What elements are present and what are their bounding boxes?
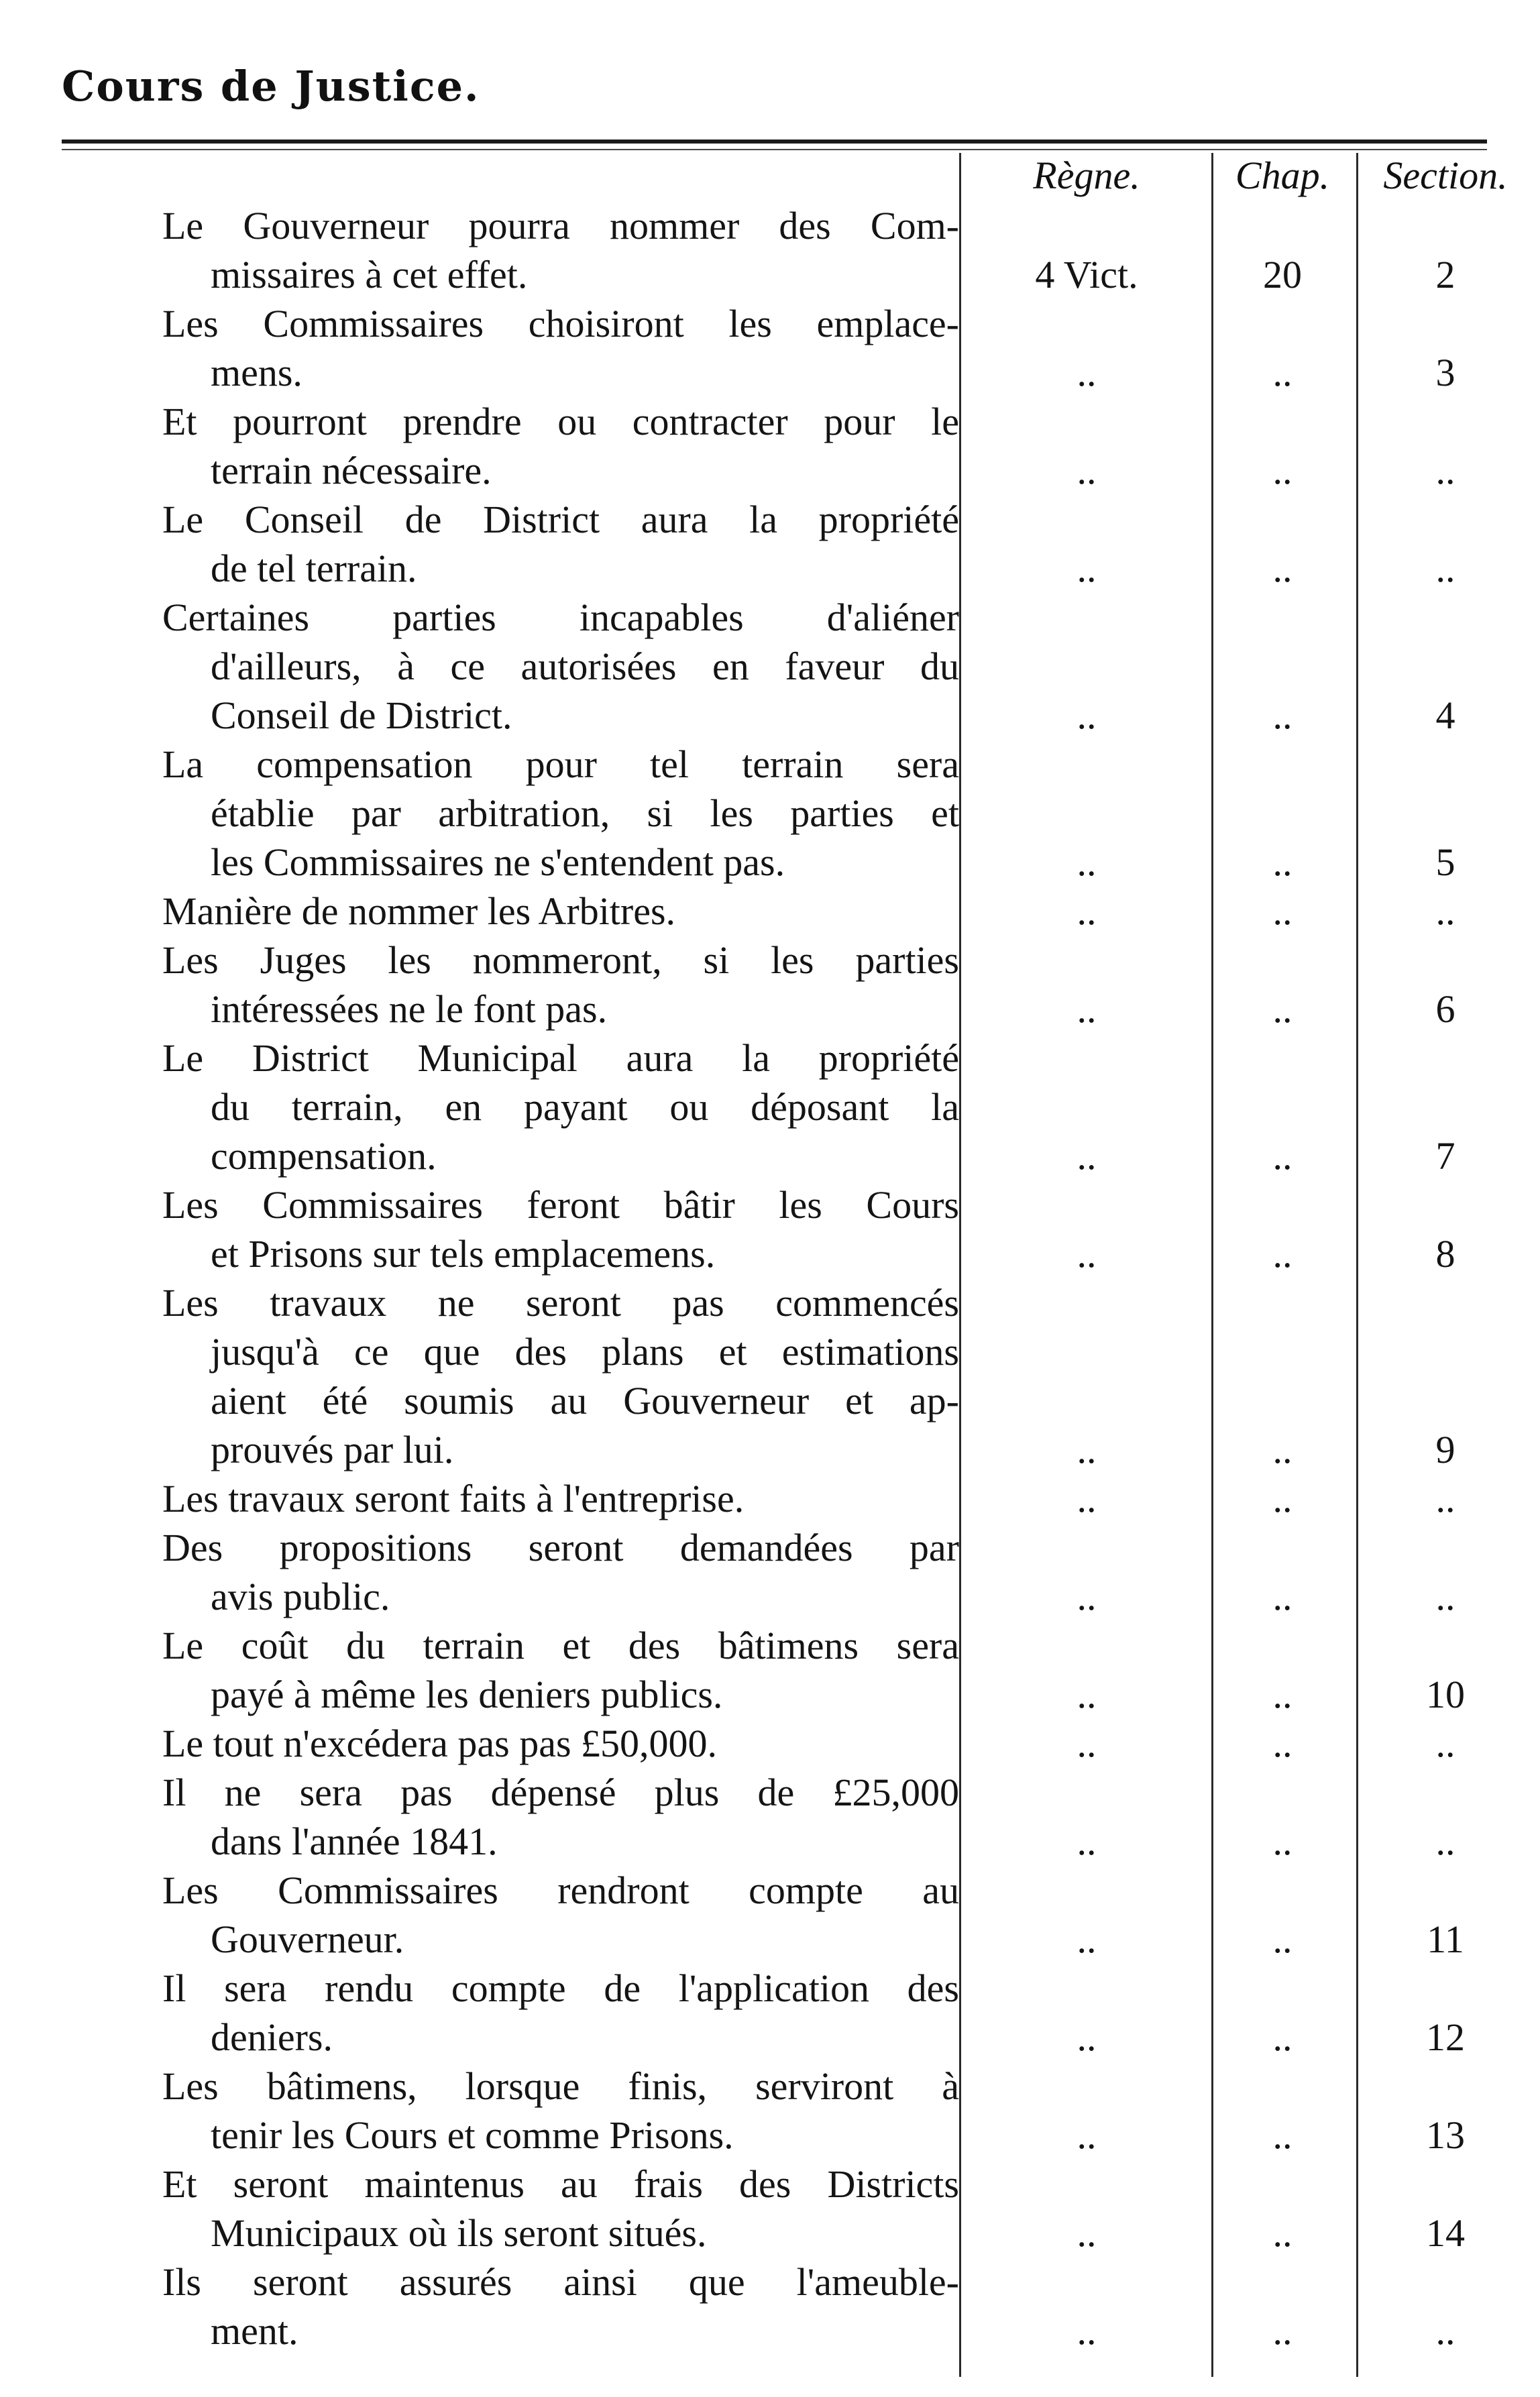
- regne-cell: ..: [1077, 2015, 1097, 2059]
- column-header-section: Section.: [1383, 154, 1508, 197]
- table-row: [0, 887, 1540, 936]
- regne-cell: 4 Vict.: [1035, 253, 1138, 296]
- description-line: deniers.: [211, 2015, 333, 2059]
- entry-description: [162, 201, 959, 299]
- chap-cell: ..: [1272, 889, 1292, 933]
- table-row: [0, 1621, 1540, 1719]
- description-line: Conseil de District.: [211, 693, 512, 737]
- description-line: compensation.: [211, 1134, 437, 1178]
- section-cell: 10: [1426, 1673, 1465, 1716]
- regne-cell: ..: [1077, 351, 1097, 394]
- section-cell: 11: [1427, 1917, 1464, 1961]
- entry-description: [162, 1866, 959, 1964]
- chap-cell: ..: [1272, 2015, 1292, 2059]
- chap-cell: ..: [1272, 1428, 1292, 1471]
- description-line: aient été soumis au Gouverneur et ap-: [211, 1379, 959, 1423]
- description-line: Les Commissaires choisiront les emplace-: [162, 302, 959, 345]
- entry-description: [162, 887, 959, 936]
- description-line: Le Conseil de District aura la propriété: [162, 498, 959, 541]
- chap-cell: ..: [1272, 1722, 1292, 1765]
- description-line: Le Gouverneur pourra nommer des Com-: [162, 204, 959, 247]
- chap-cell: ..: [1272, 693, 1292, 737]
- table-row: [0, 1278, 1540, 1474]
- description-line: Il sera rendu compte de l'application des: [162, 1966, 959, 2010]
- section-cell: 12: [1426, 2015, 1465, 2059]
- regne-cell: ..: [1077, 2211, 1097, 2255]
- chap-cell: ..: [1272, 987, 1292, 1031]
- section-cell: 14: [1426, 2211, 1465, 2255]
- entry-description: [162, 593, 959, 740]
- table-row: [0, 2062, 1540, 2160]
- table-row: [0, 1523, 1540, 1621]
- description-line: terrain nécessaire.: [211, 449, 492, 492]
- description-line: jusqu'à ce que des plans et estimations: [211, 1330, 959, 1374]
- table-row: [0, 1866, 1540, 1964]
- chap-cell: ..: [1272, 449, 1292, 492]
- section-cell: 7: [1435, 1134, 1455, 1178]
- description-line: Les Commissaires rendront compte au: [162, 1869, 959, 1912]
- regne-cell: ..: [1077, 1428, 1097, 1471]
- entry-description: [162, 1474, 959, 1523]
- description-line: Manière de nommer les Arbitres.: [162, 889, 676, 933]
- description-line: Ils seront assurés ainsi que l'ameuble-: [162, 2260, 959, 2304]
- description-line: Gouverneur.: [211, 1917, 404, 1961]
- section-cell: ..: [1435, 547, 1455, 590]
- section-cell: ..: [1435, 449, 1455, 492]
- entry-description: [162, 1523, 959, 1621]
- regne-cell: ..: [1077, 693, 1097, 737]
- section-cell: 13: [1426, 2113, 1465, 2157]
- section-cell: ..: [1435, 1722, 1455, 1765]
- entry-description: [162, 1621, 959, 1719]
- chap-cell: ..: [1272, 840, 1292, 884]
- table-row: [0, 1768, 1540, 1866]
- section-cell: 8: [1435, 1232, 1455, 1276]
- regne-cell: ..: [1077, 889, 1097, 933]
- chap-cell: ..: [1272, 1134, 1292, 1178]
- regne-cell: ..: [1077, 1134, 1097, 1178]
- description-line: tenir les Cours et comme Prisons.: [211, 2113, 734, 2157]
- entry-description: [162, 397, 959, 495]
- description-line: ment.: [211, 2309, 298, 2353]
- running-head: Cours de Justice.: [62, 62, 480, 111]
- section-cell: ..: [1435, 1477, 1455, 1520]
- chap-cell: ..: [1272, 1477, 1292, 1520]
- entry-description: [162, 1180, 959, 1278]
- regne-cell: ..: [1077, 1575, 1097, 1618]
- description-line: les Commissaires ne s'entendent pas.: [211, 840, 785, 884]
- regne-cell: ..: [1077, 840, 1097, 884]
- column-header-regne: Règne.: [1033, 154, 1140, 197]
- description-line: mens.: [211, 351, 302, 394]
- description-line: Des propositions seront demandées par: [162, 1526, 959, 1569]
- description-line: Il ne sera pas dépensé plus de £25,000: [162, 1771, 959, 1814]
- table-row: [0, 1719, 1540, 1768]
- entry-description: [162, 2257, 959, 2355]
- table-row: [0, 2160, 1540, 2257]
- table-row: [0, 593, 1540, 740]
- chap-cell: ..: [1272, 547, 1292, 590]
- description-line: avis public.: [211, 1575, 390, 1618]
- section-cell: 2: [1435, 253, 1455, 296]
- table-row: [0, 1180, 1540, 1278]
- chap-cell: ..: [1272, 2309, 1292, 2353]
- entry-description: [162, 2062, 959, 2160]
- entry-description: [162, 495, 959, 593]
- entry-description: [162, 740, 959, 887]
- description-line: Certaines parties incapables d'aliéner: [162, 596, 959, 639]
- section-cell: 5: [1435, 840, 1455, 884]
- chap-cell: ..: [1272, 2113, 1292, 2157]
- description-line: Les Commissaires feront bâtir les Cours: [162, 1183, 959, 1227]
- description-line: Et seront maintenus au frais des Districts: [162, 2162, 959, 2206]
- table-row: [0, 1034, 1540, 1180]
- table-row: [0, 2257, 1540, 2355]
- description-line: et Prisons sur tels emplacemens.: [211, 1232, 716, 1276]
- chap-cell: ..: [1272, 1232, 1292, 1276]
- section-cell: 3: [1435, 351, 1455, 394]
- description-line: Les bâtimens, lorsque finis, serviront à: [162, 2064, 959, 2108]
- table-row: [0, 1964, 1540, 2062]
- regne-cell: ..: [1077, 1477, 1097, 1520]
- regne-cell: ..: [1077, 1820, 1097, 1863]
- entry-description: [162, 2160, 959, 2257]
- description-line: Les travaux ne seront pas commencés: [162, 1281, 959, 1325]
- section-cell: 9: [1435, 1428, 1455, 1471]
- header-rule-thin: [62, 149, 1487, 150]
- description-line: d'ailleurs, à ce autorisées en faveur du: [211, 645, 959, 688]
- table-row: [0, 397, 1540, 495]
- description-line: Les travaux seront faits à l'entreprise.: [162, 1477, 745, 1520]
- regne-cell: ..: [1077, 2309, 1097, 2353]
- regne-cell: ..: [1077, 1232, 1097, 1276]
- description-line: du terrain, en payant ou déposant la: [211, 1085, 959, 1129]
- chap-cell: ..: [1272, 1820, 1292, 1863]
- description-line: payé à même les deniers publics.: [211, 1673, 723, 1716]
- entry-description: [162, 1719, 959, 1768]
- description-line: dans l'année 1841.: [211, 1820, 498, 1863]
- chap-cell: ..: [1272, 351, 1292, 394]
- regne-cell: ..: [1077, 987, 1097, 1031]
- entry-description: [162, 1278, 959, 1474]
- section-cell: ..: [1435, 889, 1455, 933]
- description-line: prouvés par lui.: [211, 1428, 454, 1471]
- description-line: Le coût du terrain et des bâtimens sera: [162, 1624, 959, 1667]
- table-row: [0, 1474, 1540, 1523]
- entry-description: [162, 1034, 959, 1180]
- description-line: intéressées ne le font pas.: [211, 987, 608, 1031]
- table-row: [0, 299, 1540, 397]
- description-line: Et pourront prendre ou contracter pour le: [162, 400, 959, 443]
- chap-cell: 20: [1263, 253, 1302, 296]
- entry-description: [162, 1768, 959, 1866]
- description-line: Le District Municipal aura la propriété: [162, 1036, 959, 1080]
- regne-cell: ..: [1077, 1917, 1097, 1961]
- description-line: Les Juges les nommeront, si les parties: [162, 938, 959, 982]
- table-row: [0, 201, 1540, 299]
- description-line: La compensation pour tel terrain sera: [162, 742, 959, 786]
- regne-cell: ..: [1077, 2113, 1097, 2157]
- chap-cell: ..: [1272, 1575, 1292, 1618]
- table-row: [0, 936, 1540, 1034]
- description-line: de tel terrain.: [211, 547, 417, 590]
- entry-description: [162, 299, 959, 397]
- description-line: établie par arbitration, si les parties et: [211, 791, 959, 835]
- description-line: Le tout n'excédera pas pas £50,000.: [162, 1722, 718, 1765]
- table-row: [0, 740, 1540, 887]
- description-line: missaires à cet effet.: [211, 253, 528, 296]
- chap-cell: ..: [1272, 1917, 1292, 1961]
- entry-description: [162, 936, 959, 1034]
- entry-description: [162, 1964, 959, 2062]
- regne-cell: ..: [1077, 1722, 1097, 1765]
- column-header-chap: Chap.: [1235, 154, 1330, 197]
- chap-cell: ..: [1272, 1673, 1292, 1716]
- regne-cell: ..: [1077, 1673, 1097, 1716]
- description-line: Municipaux où ils seront situés.: [211, 2211, 707, 2255]
- chap-cell: ..: [1272, 2211, 1292, 2255]
- section-cell: ..: [1435, 1575, 1455, 1618]
- header-rule-thick: [62, 140, 1487, 144]
- regne-cell: ..: [1077, 547, 1097, 590]
- section-cell: ..: [1435, 1820, 1455, 1863]
- section-cell: ..: [1435, 2309, 1455, 2353]
- table-row: [0, 495, 1540, 593]
- section-cell: 4: [1435, 693, 1455, 737]
- regne-cell: ..: [1077, 449, 1097, 492]
- section-cell: 6: [1435, 987, 1455, 1031]
